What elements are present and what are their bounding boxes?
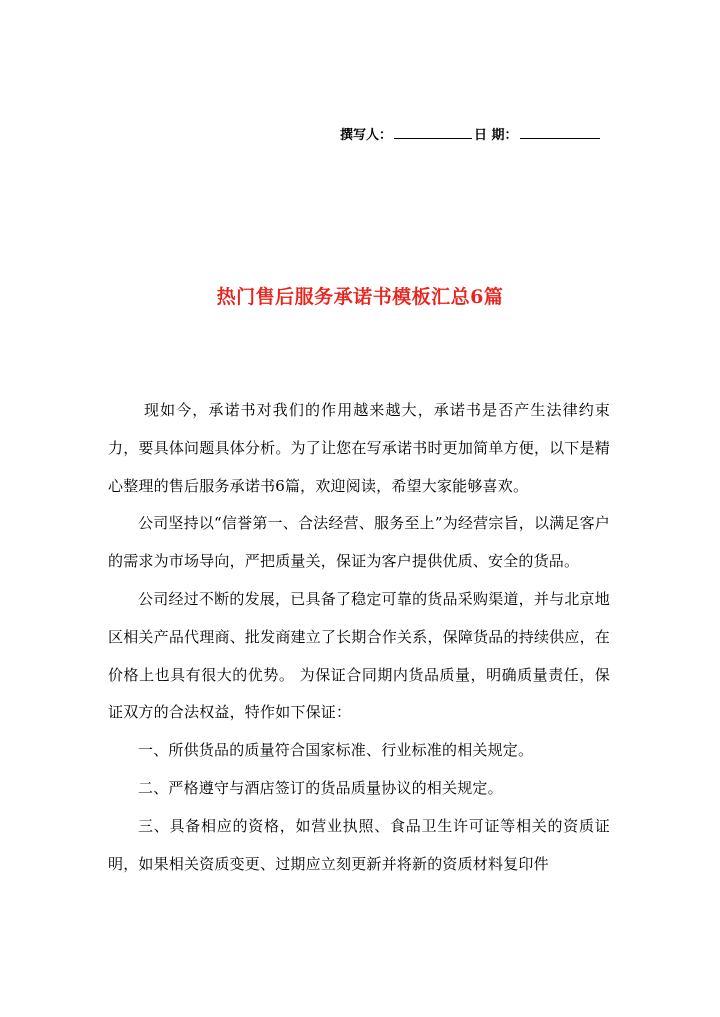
paragraph: 公司经过不断的发展，已具备了稳定可靠的货品采购渠道，并与北京地区相关产品代理商、批发商建立了长期合作关系，保障货品的持续供应，在价格上也具有很大的优势。 为保证合同期内货品质量，明确质量责任，保证双方的合法权益，特作如下保证： xyxy=(108,589,610,722)
document-body xyxy=(108,392,610,883)
author-label: 撰写人： xyxy=(340,128,393,143)
date-blank[interactable] xyxy=(520,124,600,139)
document-title: 热门售后服务承诺书模板汇总6篇 xyxy=(216,286,504,308)
paragraph-intro: 现如今，承诺书对我们的作用越来越大，承诺书是否产生法律约束力，要具体问题具体分析。为了让您在写承诺书时更加简单方便，以下是精心整理的售后服务承诺书6篇，欢迎阅读，希望大家能够喜欢。 xyxy=(108,401,610,495)
paragraph: 三、具备相应的资格，如营业执照、食品卫生许可证等相关的资质证明，如果相关资质变更、过期应立刻更新并将新的资质材料复印件 xyxy=(108,816,610,873)
date-label: 日 期： xyxy=(474,128,518,143)
paragraph: 二、严格遵守与酒店签订的货品质量协议的相关规定。 xyxy=(138,778,503,797)
paragraph: 一、所供货品的质量符合国家标准、行业标准的相关规定。 xyxy=(138,741,534,760)
author-date-line xyxy=(340,124,615,143)
author-blank[interactable] xyxy=(394,124,472,139)
paragraph: 公司坚持以“信誉第一、合法经营、服务至上”为经营宗旨，以满足客户的需求为市场导向，严把质量关，保证为客户提供优质、安全的货品。 xyxy=(108,514,610,571)
